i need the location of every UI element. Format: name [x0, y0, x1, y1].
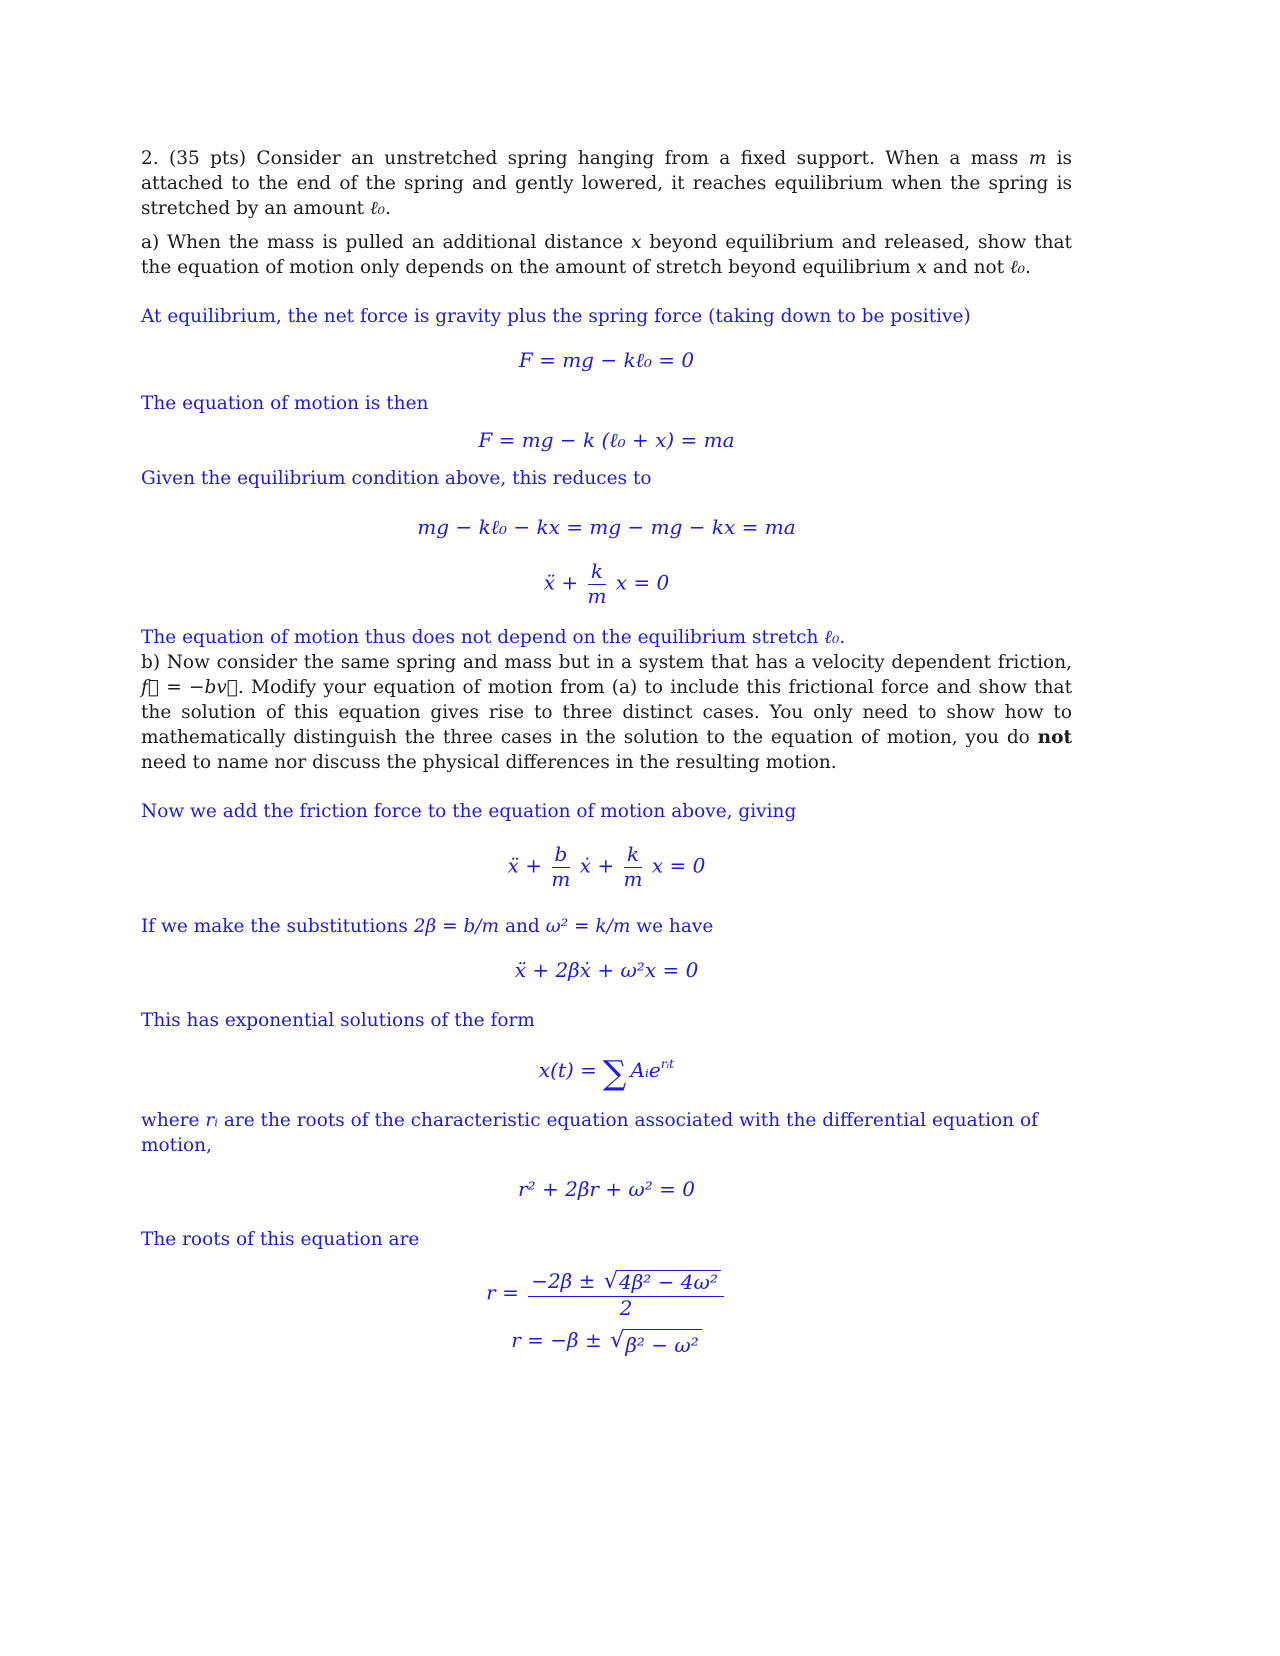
- summation-sigma: ∑: [602, 1053, 627, 1093]
- equation-text: Aᵢe: [630, 1058, 661, 1083]
- equation-text: ẍ +: [507, 853, 543, 878]
- equation-sum-solution: [141, 1050, 1072, 1093]
- equation-quadratic-roots: [141, 1269, 1072, 1319]
- fraction-k-over-m: [587, 561, 606, 607]
- fraction-numerator: b: [552, 844, 571, 868]
- equation-text: ẍ +: [543, 570, 579, 595]
- solution-b-lead-friction: Now we add the friction force to the equation of motion above, giving: [141, 801, 797, 823]
- fraction-denominator: m: [587, 583, 607, 608]
- radical-sign: √: [603, 1268, 619, 1295]
- equation-text: F = mg − kℓ₀ = 0: [518, 348, 695, 372]
- equation-text: x = 0: [651, 853, 706, 878]
- equation-text: x = 0: [615, 570, 670, 595]
- equation-text: r² + 2βr + ω² = 0: [518, 1177, 695, 1202]
- solution-a-lead-eom: The equation of motion is then: [141, 393, 429, 414]
- equation-friction-eom: [141, 844, 1072, 890]
- radicand: 4β² − 4ω²: [618, 1270, 721, 1294]
- equation-shm: [141, 561, 1072, 607]
- fraction-numerator: [528, 1269, 724, 1297]
- fraction-denominator: m: [551, 866, 571, 891]
- solution-a-conclusion: The equation of motion thus does not depend on the equilibrium stretch ℓ₀.: [141, 627, 846, 649]
- equation-reduced: [141, 513, 1072, 541]
- equation-text: x(t) =: [538, 1058, 597, 1083]
- equation-eom: [141, 426, 1072, 454]
- equation-text: F = mg − k (ℓ₀ + x) = ma: [478, 428, 735, 452]
- fraction-numerator: k: [588, 561, 606, 585]
- solution-b-lead-exponential: This has exponential solutions of the form: [141, 1010, 535, 1032]
- fraction-k-over-m: [624, 844, 643, 890]
- equation-text: mg − kℓ₀ − kx = mg − mg − kx = ma: [417, 515, 796, 539]
- solution-a-lead-reduce: Given the equilibrium condition above, this reduces to: [141, 468, 652, 489]
- equation-equilibrium-force: [141, 346, 1072, 374]
- solution-b-lead-substitutions: If we make the substitutions 2β = b/m and ω² = k/m we have: [141, 916, 714, 938]
- solution-b-lead-roots: The roots of this equation are: [141, 1229, 420, 1251]
- problem-statement: 2. (35 pts) Consider an unstretched spring hanging from a fixed support. When a mass m is attached to the end of the spring and gently lowered, it reaches equilibrium when the spring is stretched by an amount ℓ₀.: [141, 148, 1072, 219]
- equation-text: ẋ +: [579, 853, 615, 878]
- square-root: [604, 1269, 721, 1295]
- fraction-numerator: k: [624, 844, 642, 868]
- fraction-denominator: m: [623, 866, 643, 891]
- solution-a-lead-equilibrium: At equilibrium, the net force is gravity plus the spring force (taking down to be positive): [141, 306, 971, 327]
- equation-superscript: rᵢt: [660, 1056, 675, 1072]
- radicand: β² − ω²: [624, 1329, 701, 1359]
- square-root: [610, 1328, 702, 1359]
- fraction-b-over-m: [551, 844, 570, 890]
- equation-text: ẍ + 2βẋ + ω²x = 0: [514, 958, 699, 983]
- equation-substituted: [141, 956, 1072, 984]
- solution-b-lead-roots-definition: where rᵢ are the roots of the characteristic equation associated with the differential equation of motion,: [141, 1110, 1038, 1157]
- radical-sign: √: [610, 1326, 625, 1353]
- equation-characteristic: [141, 1175, 1072, 1203]
- part-a-question: a) When the mass is pulled an additional distance x beyond equilibrium and released, show that the equation of motion only depends on the amount of stretch beyond equilibrium x and not ℓ₀.: [141, 232, 1072, 278]
- fraction-denominator: 2: [619, 1296, 633, 1321]
- roots-fraction: [528, 1269, 724, 1319]
- equation-simplified-roots: [141, 1326, 1072, 1359]
- equation-text: r = −β ±: [511, 1327, 609, 1352]
- equation-text: r =: [486, 1281, 519, 1306]
- part-b-question: b) Now consider the same spring and mass but in a system that has a velocity dependent friction, f⃗ = −bv⃗. Modify your equation of motion from (a) to include this frictional force and show that the solution of this equation gives rise to three distinct cases. You only need to show how to mathematically distinguish the three cases in the solution to the equation of motion, you do not need to name nor discuss the physical differences in the resulting motion.: [141, 652, 1072, 774]
- equation-text: −2β ±: [531, 1269, 602, 1294]
